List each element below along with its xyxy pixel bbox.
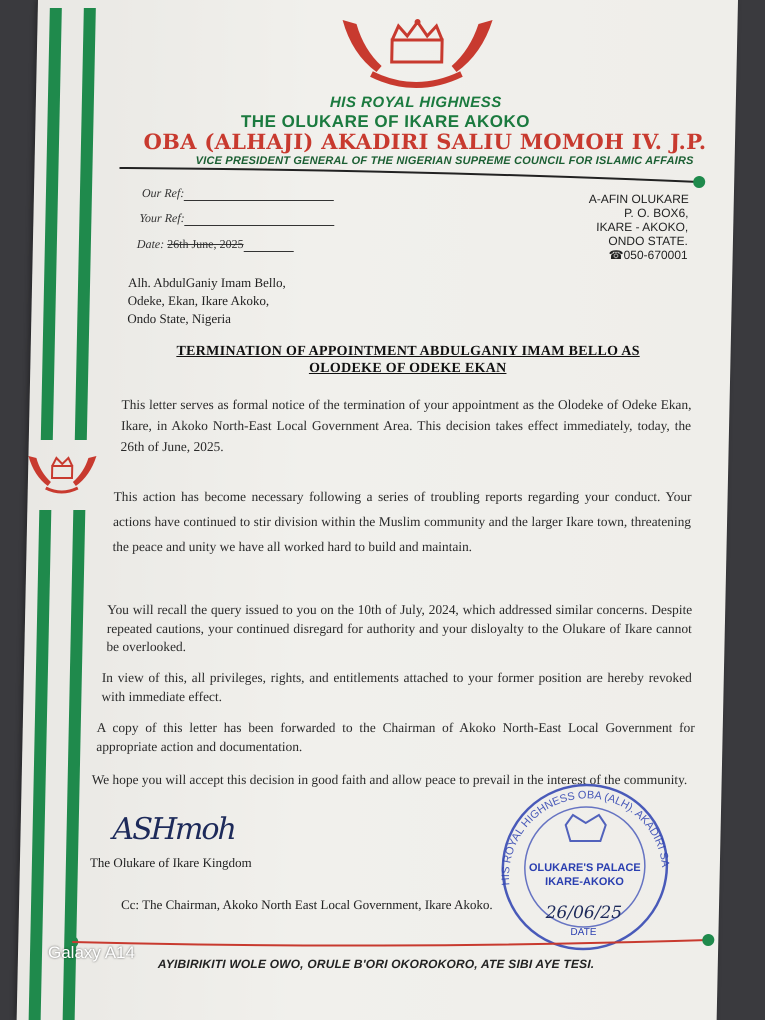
body-paragraph-5: A copy of this letter has been forwarded to the Chairman of Akoko North-East Local Government for appropriate action and documentation. [96, 720, 695, 754]
our-ref-label: Our Ref: [141, 186, 185, 200]
body-paragraph-6: We hope you will accept this decision in good faith and allow peace to prevail in the interest of the community. [91, 772, 688, 787]
header-vp-line: VICE PRESIDENT GENERAL OF THE NIGERIAN SUPREME COUNCIL FOR ISLAMIC AFFAIRS [195, 155, 694, 167]
letter-paper [17, 0, 738, 1020]
body-paragraph-3: You will recall the query issued to you on the 10th of July, 2024, which addressed similar concerns. Despite repeated cautions, your continued disregard for authority and your disloyalty to the Olukare of Ikare cannot be overlooked. [106, 602, 693, 654]
body-paragraph-4: In view of this, all privileges, rights, and entitlements attached to your former position are hereby revoked with immediate effect. [101, 670, 692, 704]
signature-scribble: ASHmoh [112, 812, 236, 847]
body-paragraph-2: This action has become necessary following a series of troubling reports regarding your conduct. Your actions have continued to stir division within the Muslim community and the larger Ikare town, threatening the peace and unity we have all worked hard to build and maintain. [112, 489, 692, 554]
address-line: A-AFIN OLUKARE [588, 192, 689, 206]
cc-line: Cc: The Chairman, Akoko North East Local Government, Ikare Akoko. [120, 897, 493, 912]
stamp-inner-line-2: IKARE-AKOKO [544, 876, 625, 888]
stamp-date: 26/06/25 [545, 903, 623, 923]
your-ref-label: Your Ref: [139, 211, 185, 225]
header-oba-name: OBA (ALHAJI) AKADIRI SALIU MOMOH IV. J.P. [143, 129, 707, 154]
camera-watermark: Galaxy A14 [48, 943, 135, 962]
footer-motto: AYIBIRIKITI WOLE OWO, ORULE B'ORI OKOROKORO, ATE SIBI AYE TESI. [157, 957, 595, 971]
date-value: 26th June, 2025 [167, 237, 244, 251]
our-ref [142, 186, 335, 201]
green-stripe-top-2 [75, 8, 96, 440]
green-stripe-top-1 [41, 8, 62, 440]
recipient-address [127, 274, 286, 328]
stamp-inner-line-1: OLUKARE'S PALACE [528, 862, 641, 874]
signature-title: The Olukare of Ikare Kingdom [89, 855, 252, 870]
address-phone: ☎050-670001 [608, 248, 688, 262]
recipient-name: Alh. AbdulGaniy Imam Bello, [127, 275, 287, 290]
sender-address [533, 192, 689, 262]
date-label: Date: [136, 237, 165, 251]
address-line: P. O. BOX6, [623, 206, 689, 220]
header-title-line: HIS ROYAL HIGHNESS [329, 94, 502, 111]
stamp-outer-text: HIS ROYAL HIGHNESS OBA (ALH). AKADIRI SA... [499, 789, 672, 886]
header-olukare-line: THE OLUKARE OF IKARE AKOKO [240, 112, 531, 131]
royal-crest-icon [331, 14, 503, 96]
recipient-line: Odeke, Ekan, Ikare Akoko, [127, 293, 270, 308]
recipient-line: Ondo State, Nigeria [127, 311, 232, 326]
date-line [137, 237, 294, 252]
body-paragraph-1: This letter serves as formal notice of the termination of your appointment as the Olodeke of Odeke Ekan, Ikare, in Akoko North-East Local Government Area. This decision takes effect immediately, today, the 26th of June, 2025. [120, 397, 692, 454]
footer-divider [58, 928, 719, 952]
stamp-date-label: DATE [570, 927, 597, 938]
your-ref [139, 211, 335, 226]
letter-subject [140, 343, 676, 377]
subject-line-2: OLODEKE OF ODEKE EKAN [308, 361, 507, 376]
address-line: IKARE - AKOKO, [596, 220, 689, 234]
address-line: ONDO STATE. [608, 234, 689, 248]
side-crest-icon [24, 452, 101, 496]
subject-line-1: TERMINATION OF APPOINTMENT ABDULGANIY IMAM BELLO AS [176, 344, 640, 359]
